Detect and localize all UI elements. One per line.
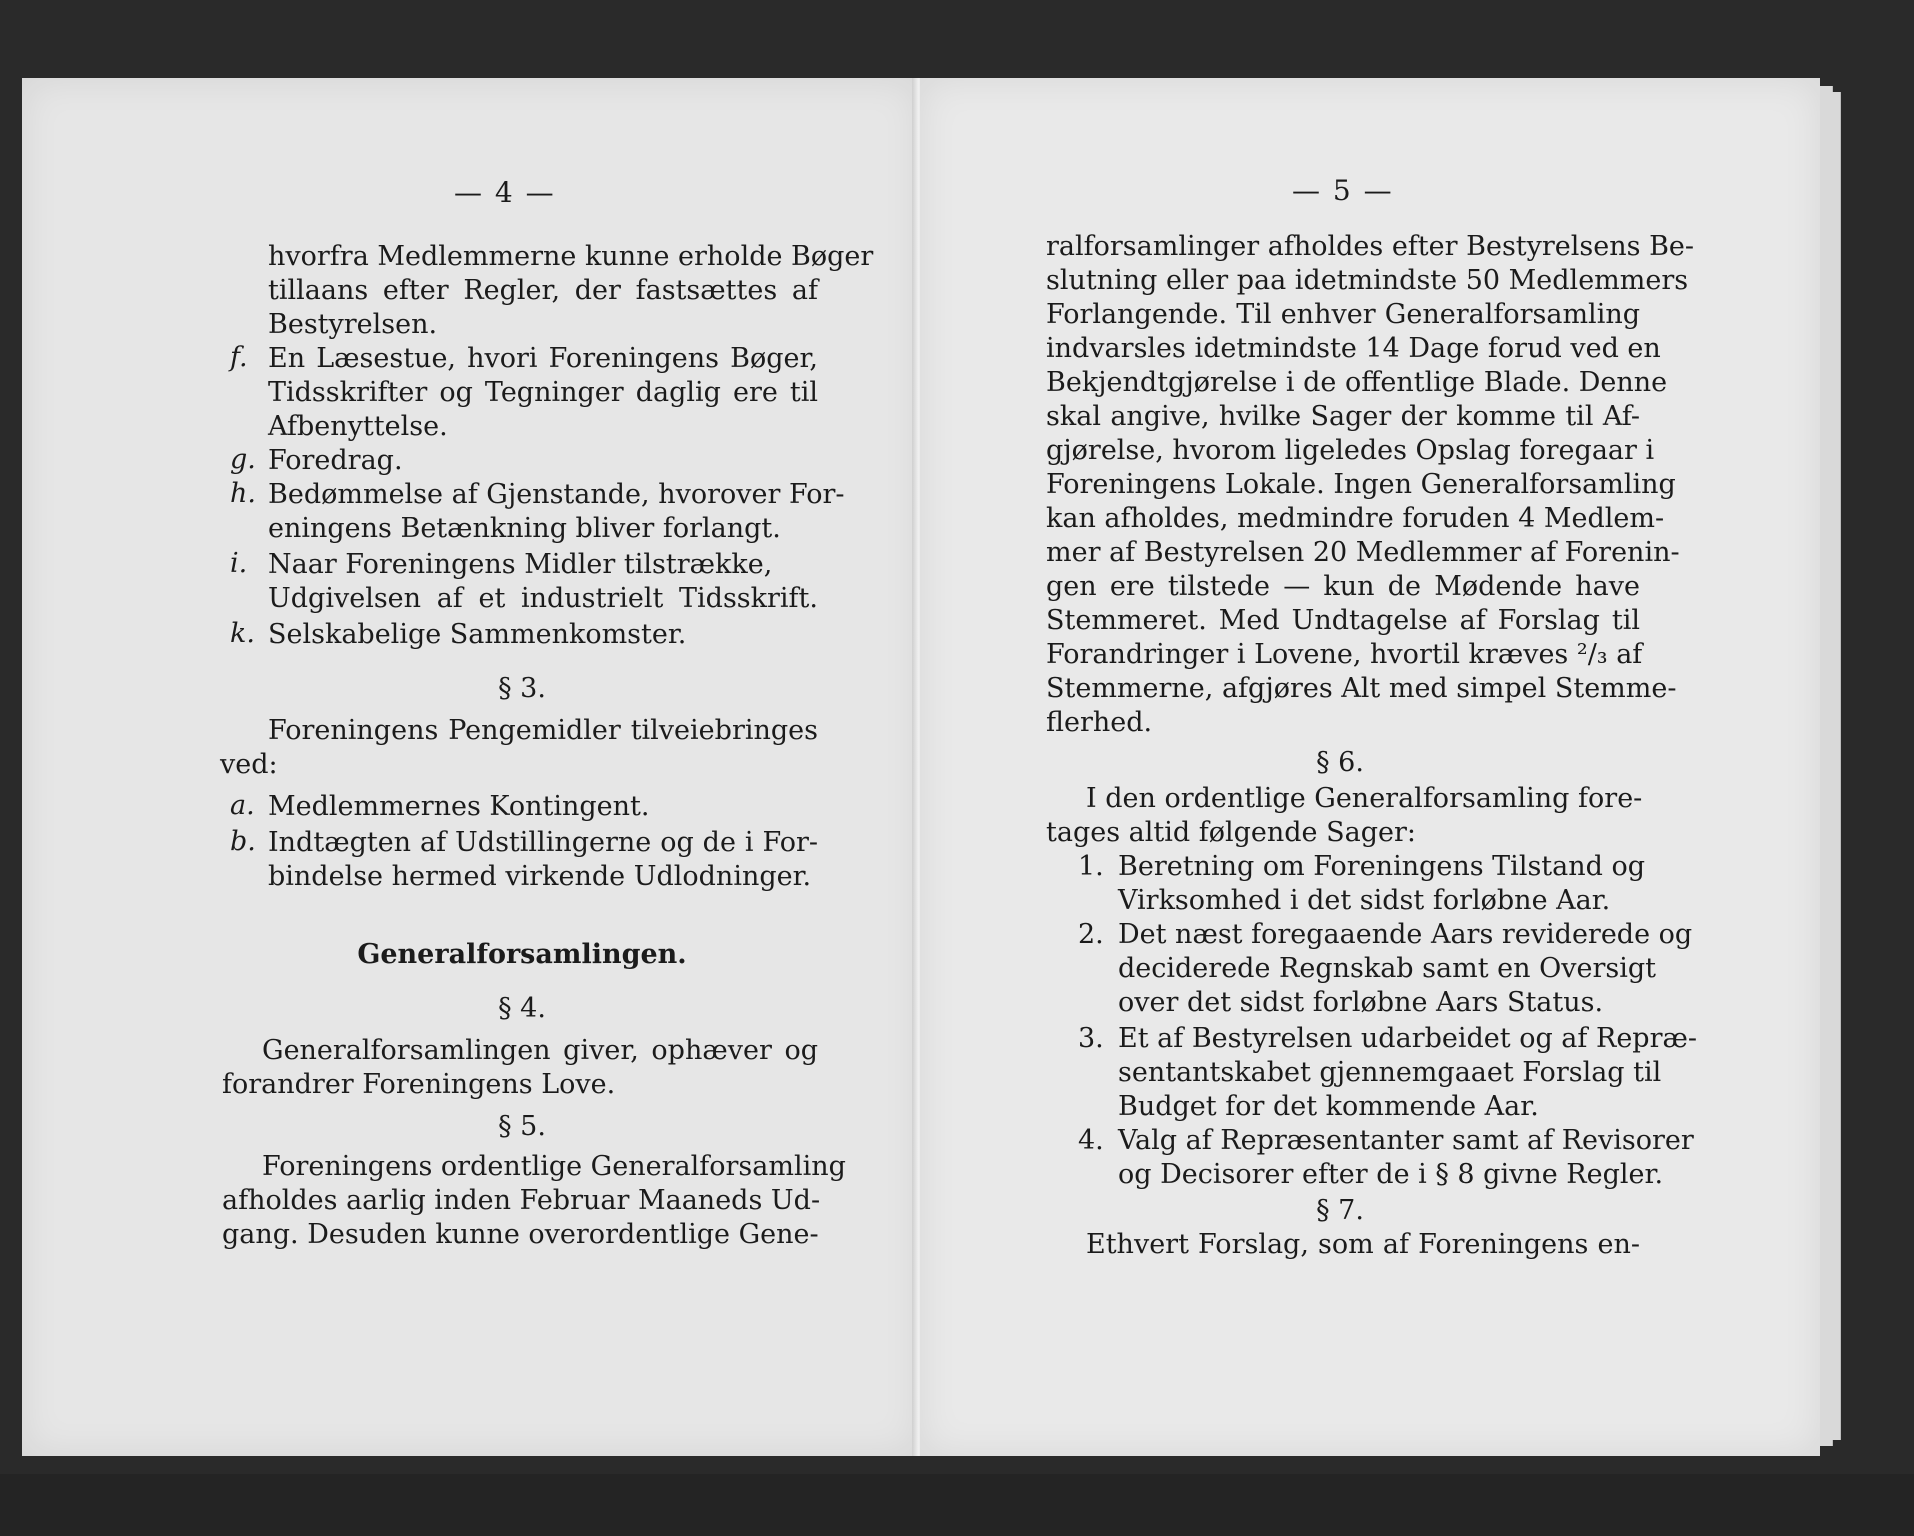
page-edge [1832,92,1841,1440]
item-letter: h. [230,478,256,509]
text-line: Foreningens Pengemidler tilveiebringes [268,715,818,746]
text-line: indvarsles idetmindste 14 Dage forud ved en [1046,333,1661,364]
item-letter: f. [230,342,248,373]
section-heading: § 5. [498,1111,546,1142]
text-line: forandrer Foreningens Love. [222,1069,616,1100]
item-number: 2. [1078,919,1104,950]
text-line: I den ordentlige Generalforsamling fore- [1086,783,1643,814]
text-line: eningens Betænkning bliver forlangt. [268,513,781,544]
text-line: Beretning om Foreningens Tilstand og [1118,851,1646,882]
text-line: Valg af Repræsentanter samt af Revisorer [1118,1125,1694,1156]
text-line: Det næst foregaaende Aars reviderede og [1118,919,1693,950]
text-line: tillaans efter Regler, der fastsættes af [268,275,818,306]
text-line: Bekjendtgjørelse i de offentlige Blade. Denne [1046,367,1668,398]
item-number: 3. [1078,1023,1104,1054]
section-heading: § 6. [1316,747,1364,778]
text-line: Virksomhed i det sidst forløbne Aar. [1118,885,1611,916]
text-line: over det sidst forløbne Aars Status. [1118,987,1604,1018]
text-line: skal angive, hvilke Sager der komme til Af- [1046,401,1640,432]
text-line: gjørelse, hvorom ligeledes Opslag foregaar i [1046,435,1655,466]
text-line: Stemmerne, afgjøres Alt med simpel Stemme- [1046,673,1677,704]
text-line: gang. Desuden kunne overordentlige Gene- [222,1219,819,1250]
text-line: ved: [220,749,278,780]
text-line: Generalforsamlingen giver, ophæver og [262,1035,818,1066]
text-line: Stemmeret. Med Undtagelse af Forslag til [1046,605,1640,636]
text-line: Foredrag. [268,445,403,476]
text-line: tages altid følgende Sager: [1046,817,1416,848]
left-page [22,78,920,1456]
text-line: Foreningens ordentlige Generalforsamling [262,1151,846,1182]
text-line: Tidsskrifter og Tegninger daglig ere til [268,377,818,408]
text-line: bindelse hermed virkende Udlodninger. [268,861,812,892]
text-line: Medlemmernes Kontingent. [268,791,650,822]
text-line: Forandringer i Lovene, hvortil kræves ²/₃ af [1046,639,1643,670]
page-number: — 5 — [1292,174,1394,207]
section-heading: § 4. [498,993,546,1024]
item-letter: k. [230,618,255,649]
text-line: Forlangende. Til enhver Generalforsamling [1046,299,1640,330]
text-line: og Decisorer efter de i § 8 givne Regler. [1118,1159,1664,1190]
text-line: kan afholdes, medmindre foruden 4 Medlem- [1046,503,1665,534]
text-line: Ethvert Forslag, som af Foreningens en- [1086,1229,1640,1260]
text-line: Et af Bestyrelsen udarbeidet og af Repræ- [1118,1023,1697,1054]
item-number: 4. [1078,1125,1104,1156]
page-number: — 4 — [454,176,556,209]
scan-background [0,1474,1914,1536]
section-heading: § 7. [1316,1195,1364,1226]
section-heading: § 3. [498,673,546,704]
chapter-title: Generalforsamlingen. [357,939,687,970]
text-line: Bestyrelsen. [268,309,438,340]
text-line: sentantskabet gjennemgaaet Forslag til [1118,1057,1662,1088]
text-line: Selskabelige Sammenkomster. [268,619,687,650]
item-letter: b. [230,826,256,857]
text-line: mer af Bestyrelsen 20 Medlemmer af Forenin- [1046,537,1680,568]
text-line: hvorfra Medlemmerne kunne erholde Bøger [268,241,874,272]
text-line: Indtægten af Udstillingerne og de i For- [268,827,818,858]
item-letter: g. [230,444,256,475]
item-letter: i. [230,548,248,579]
text-line: flerhed. [1046,707,1153,738]
item-letter: a. [230,790,255,821]
text-line: Budget for det kommende Aar. [1118,1091,1539,1122]
text-line: Bedømmelse af Gjenstande, hvorover For- [268,479,845,510]
text-line: ralforsamlinger afholdes efter Bestyrelsens Be- [1046,231,1695,262]
text-line: Afbenyttelse. [268,411,448,442]
text-line: slutning eller paa idetmindste 50 Medlemmers [1046,265,1689,296]
right-page [920,78,1820,1456]
text-line: Udgivelsen af et industrielt Tidsskrift. [268,583,818,614]
text-line: En Læsestue, hvori Foreningens Bøger, [268,343,818,374]
text-line: Naar Foreningens Midler tilstrække, [268,549,773,580]
text-line: gen ere tilstede — kun de Mødende have [1046,571,1640,602]
item-number: 1. [1078,851,1104,882]
text-line: Foreningens Lokale. Ingen Generalforsamling [1046,469,1676,500]
text-line: afholdes aarlig inden Februar Maaneds Ud- [222,1185,821,1216]
text-line: deciderede Regnskab samt en Oversigt [1118,953,1657,984]
